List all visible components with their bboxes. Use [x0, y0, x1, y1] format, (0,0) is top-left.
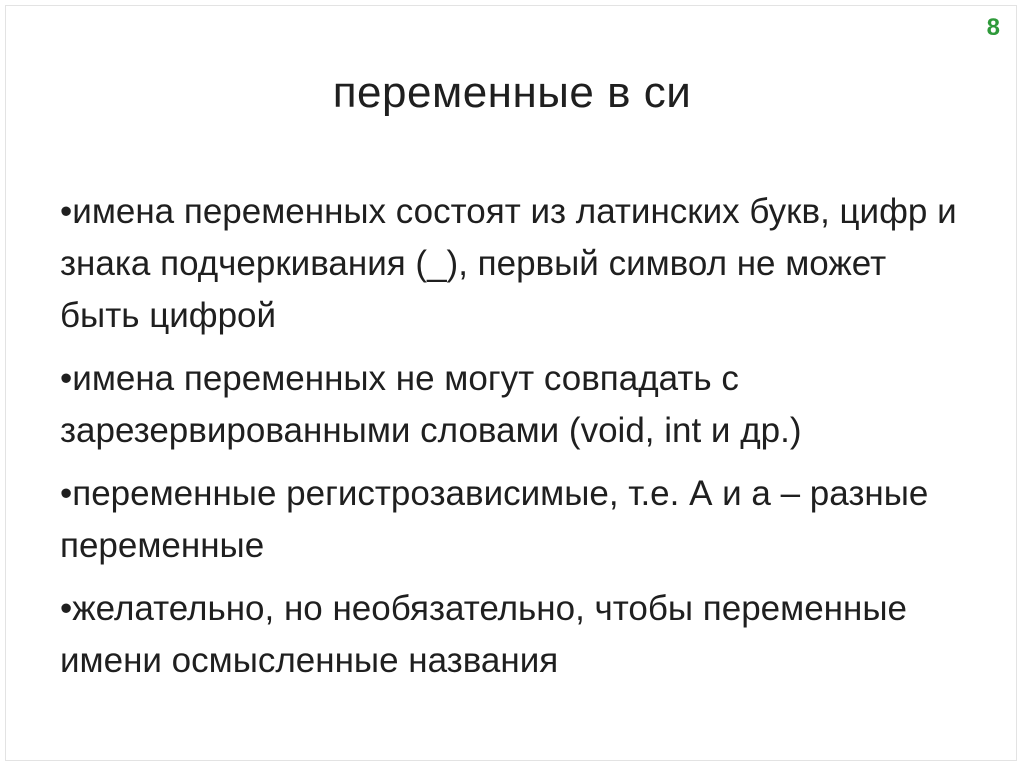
bullet-marker: • [60, 359, 73, 398]
bullet-text: желательно, но необязательно, чтобы переменные имени осмысленные названия [60, 589, 907, 680]
bullet-item [60, 468, 960, 572]
page-number: 8 [986, 14, 1000, 41]
bullet-text: имена переменных не могут совпадать с зарезервированными словами (void, int и др.) [60, 359, 802, 450]
bullet-text: переменные регистрозависимые, т.е. А и а – разные переменные [60, 474, 929, 565]
slide-title: переменные в си [332, 68, 692, 117]
bullet-item [60, 186, 960, 342]
bullet-marker: • [60, 474, 73, 513]
bullet-marker: • [60, 589, 73, 628]
bullet-item [60, 583, 960, 687]
bullet-text: имена переменных состоят из латинских букв, цифр и знака подчеркивания (_), первый символ не может быть цифрой [60, 192, 957, 335]
bullet-list [60, 186, 960, 698]
bullet-marker: • [60, 192, 73, 231]
bullet-item [60, 353, 960, 457]
